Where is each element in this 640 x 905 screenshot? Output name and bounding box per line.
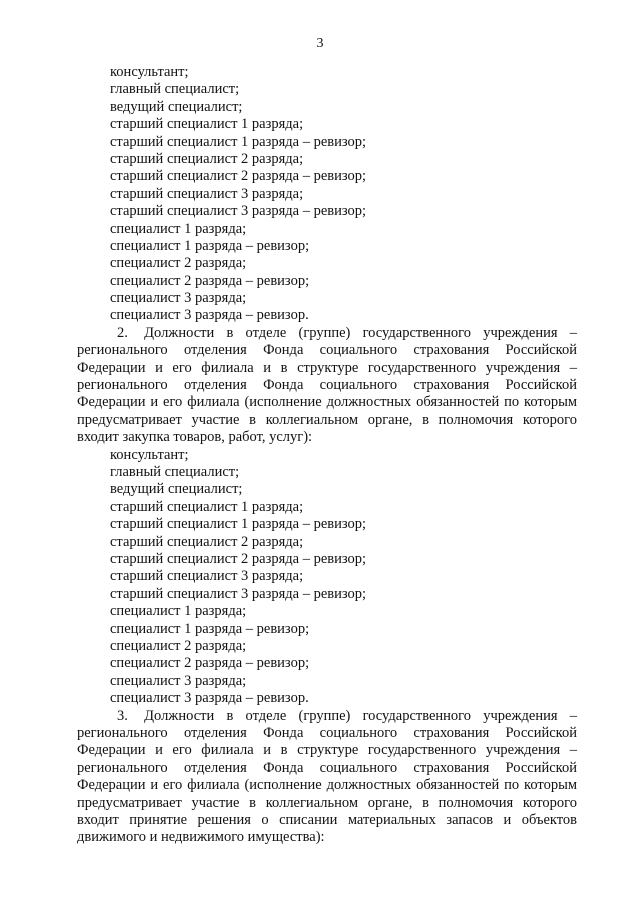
section-3-paragraph	[77, 708, 577, 847]
list-item: старший специалист 1 разряда – ревизор;	[110, 516, 367, 533]
list-item: старший специалист 2 разряда;	[110, 150, 304, 167]
list-item: ведущий специалист;	[110, 481, 243, 498]
list-item: специалист 2 разряда – ревизор;	[110, 272, 310, 289]
list-item: старший специалист 3 разряда – ревизор;	[110, 203, 367, 220]
list-item: консультант;	[110, 446, 189, 463]
section-3-text: Должности в отделе (группе) государственного учреждения – регионального отделения Фонда социального страхования Российской Федерации и его филиала и в структуре государственного учреждения – регионального отделения Фонда социального страхования Российской Федерации и его филиала (исполнение должностных обязанностей по которым предусматривает участие в коллегиальном органе, в полномочия которого входит принятие решения о списании материальных запасов и объектов движимого и недвижимого имущества):	[77, 707, 577, 846]
list-item: ведущий специалист;	[110, 98, 243, 115]
list-item: консультант;	[110, 64, 189, 80]
list-item: специалист 1 разряда;	[110, 603, 247, 620]
list-item: специалист 3 разряда – ревизор.	[110, 307, 309, 324]
list-item: специалист 2 разряда;	[110, 255, 247, 272]
section-3-number: 3.	[117, 707, 128, 724]
list-item: специалист 3 разряда;	[110, 672, 247, 689]
list-item: старший специалист 2 разряда – ревизор;	[110, 168, 367, 185]
list-item: специалист 3 разряда;	[110, 290, 247, 307]
section-2-paragraph	[77, 325, 577, 447]
list-item: специалист 1 разряда – ревизор;	[110, 237, 310, 254]
section-2-text: Должности в отделе (группе) государственного учреждения – регионального отделения Фонда социального страхования Российской Федерации и его филиала и в структуре государственного учреждения – регионального отделения Фонда социального страхования Российской Федерации и его филиала (исполнение должностных обязанностей по которым предусматривает участие в коллегиальном органе, в полномочия которого входит закупка товаров, работ, услуг):	[77, 324, 577, 446]
list-item: старший специалист 3 разряда;	[110, 568, 304, 585]
document-body	[77, 64, 577, 847]
position-list-1	[77, 64, 577, 325]
list-item: специалист 2 разряда;	[110, 638, 247, 654]
page-number: 3	[316, 36, 324, 51]
list-item: старший специалист 1 разряда;	[110, 498, 304, 515]
list-item: старший специалист 1 разряда;	[110, 116, 304, 133]
list-item: специалист 3 разряда – ревизор.	[110, 690, 309, 707]
list-item: старший специалист 3 разряда – ревизор;	[110, 585, 367, 602]
list-item: главный специалист;	[110, 81, 240, 98]
list-item: главный специалист;	[110, 464, 240, 481]
list-item: старший специалист 3 разряда;	[110, 185, 304, 202]
list-item: старший специалист 2 разряда;	[110, 533, 304, 550]
list-item: старший специалист 2 разряда – ревизор;	[110, 551, 367, 568]
position-list-2	[77, 447, 577, 708]
list-item: старший специалист 1 разряда – ревизор;	[110, 133, 367, 150]
list-item: специалист 2 разряда – ревизор;	[110, 655, 310, 672]
list-item: специалист 1 разряда – ревизор;	[110, 620, 310, 637]
section-2-number: 2.	[117, 324, 128, 341]
list-item: специалист 1 разряда;	[110, 220, 247, 237]
